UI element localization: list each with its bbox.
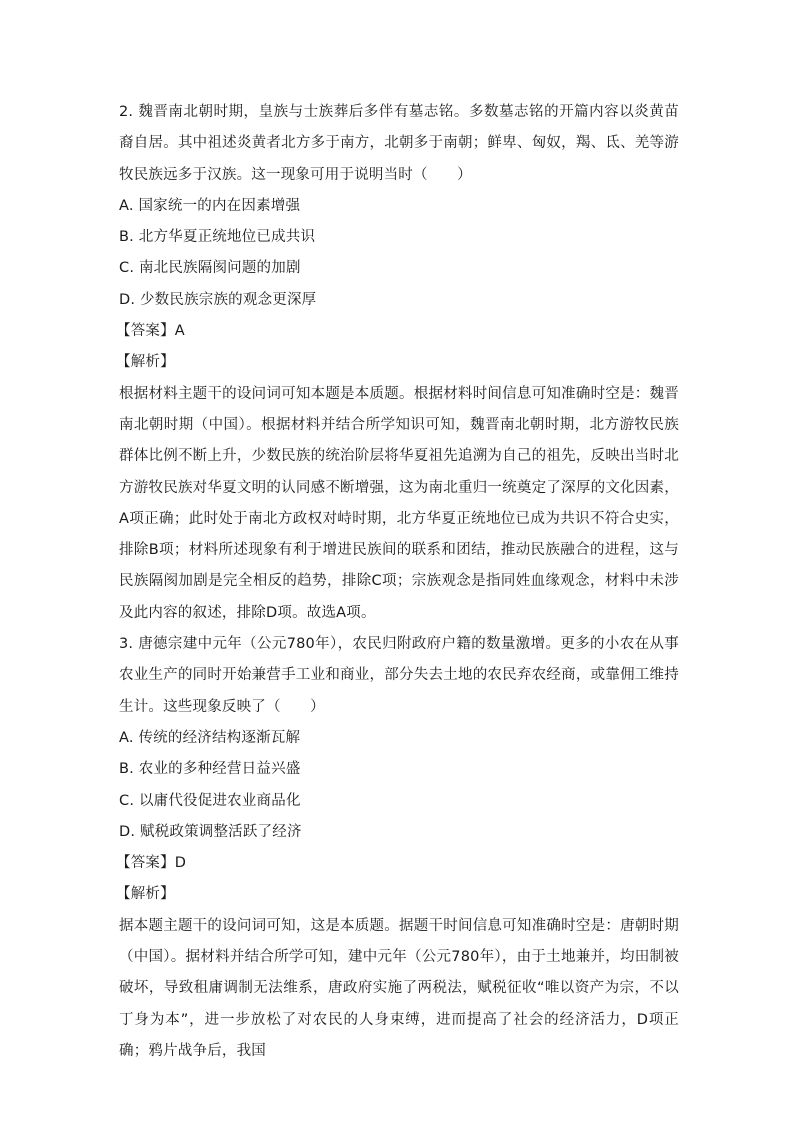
question-3-option-a: A. 传统的经济结构逐渐瓦解 [119,729,301,746]
question-2-stem: 2. 魏晋南北朝时期，皇族与士族葬后多伴有墓志铭。多数墓志铭的开篇内容以炎黄苗裔自居。其中祖述炎黄者北方多于南方，北朝多于南朝；鲜卑、匈奴，羯、氐、羌等游牧民族远多于汉族。这一现象可用于说明当时（ ） [119,104,679,183]
question-2-option-b: B. 北方华夏正统地位已成共识 [119,229,316,246]
question-2-option-a: A. 国家统一的内在因素增强 [119,197,301,214]
question-2-option-c: C. 南北民族隔阂问题的加剧 [119,260,301,277]
question-2-answer: 【答案】A [116,323,185,340]
question-2-analysis-heading: 【解析】 [116,354,175,371]
question-3-stem: 3. 唐德宗建中元年（公元780年），农民归附政府户籍的数量激增。更多的小农在从事农业生产的同时开始兼营手工业和商业，部分失去土地的农民弃农经商，或靠佣工维持生计。这些现象反映了（ ） [119,636,679,715]
question-3-analysis: 据本题主题干的设问词可知，这是本质题。据题干时间信息可知准确时空是：唐朝时期（中国）。据材料并结合所学可知，建中元年（公元780年），由于土地兼并，均田制被破坏，导致租庸调制无法维系，唐政府实施了两税法，赋税征收“唯以资产为宗，不以丁身为本”，进一步放松了对农民的人身束缚，进而提高了社会的经济活力，D项正确；鸦片战争后，我国 [119,917,679,1059]
question-3-option-d: D. 赋税政策调整活跃了经济 [119,823,302,840]
question-2-option-d: D. 少数民族宗族的观念更深厚 [119,291,317,308]
question-2-analysis: 根据材料主题干的设问词可知本题是本质题。根据材料时间信息可知准确时空是：魏晋南北朝时期（中国）。根据材料并结合所学知识可知，魏晋南北朝时期，北方游牧民族群体比例不断上升，少数民族的统治阶层将华夏祖先追溯为自己的祖先，反映出当时北方游牧民族对华夏文明的认同感不断增强，这为南北重归一统奠定了深厚的文化因素，A项正确；此时处于南北方政权对峙时期，北方华夏正统地位已成为共识不符合史实，排除B项；材料所述现象有利于增进民族间的联系和团结，推动民族融合的进程，这与民族隔阂加剧是完全相反的趋势，排除C项；宗族观念是指同姓血缘观念，材料中未涉及此内容的叙述，排除D项。故选A项。 [119,385,679,621]
question-2 [116,97,679,629]
question-3 [116,629,679,1067]
question-3-analysis-heading: 【解析】 [116,886,175,903]
question-3-option-c: C. 以庸代役促进农业商品化 [119,792,301,809]
document-body [116,97,679,1067]
question-3-option-b: B. 农业的多种经营日益兴盛 [119,761,301,778]
question-3-answer: 【答案】D [116,855,187,872]
